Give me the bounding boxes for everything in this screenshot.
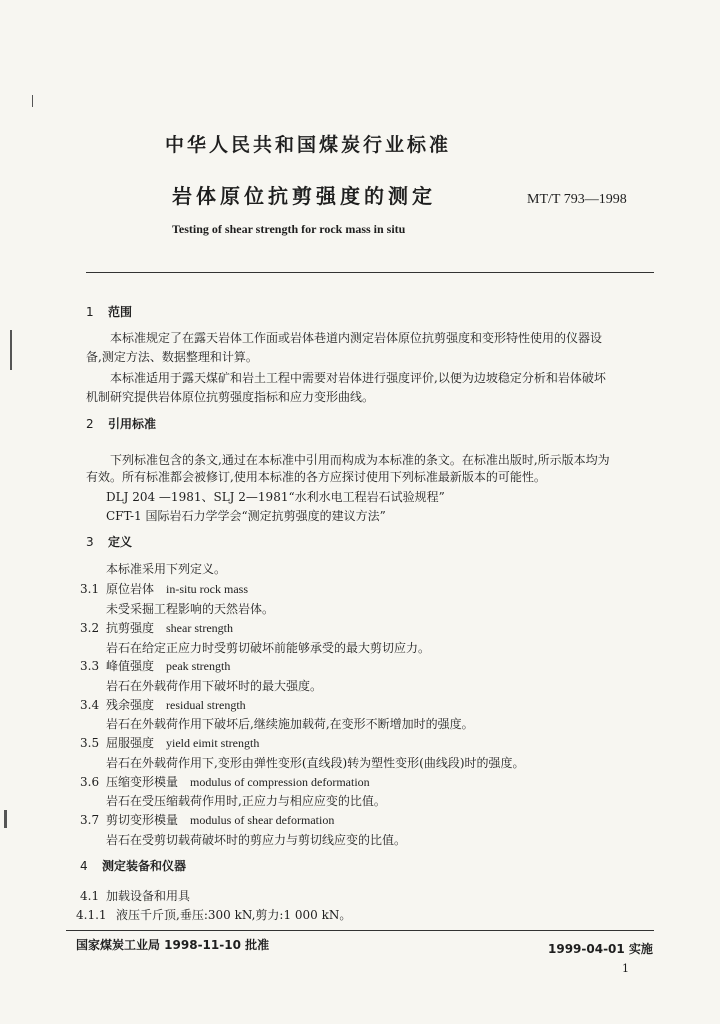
section-number: 3: [86, 535, 94, 549]
paragraph-line: 下列标准包含的条文,通过在本标准中引用而构成为本标准的条文。在标准出版时,所示版本均为: [110, 453, 610, 467]
approval-line: 国家煤炭工业局 1998-11-10 批准: [76, 938, 270, 952]
term-en: yield eimit strength: [166, 736, 260, 750]
subsection-entry: [76, 906, 351, 923]
term-number: 3.7: [80, 813, 100, 827]
subsection-text: 加载设备和用具: [106, 889, 191, 903]
term-en: modulus of shear deformation: [190, 813, 335, 827]
term-entry: [80, 811, 334, 828]
standard-code: MT/T 793—1998: [527, 192, 627, 207]
section-heading: [86, 415, 156, 432]
term-number: 3.1: [80, 582, 100, 596]
term-entry: [80, 580, 248, 597]
standard-title-cn: 岩体原位抗剪强度的测定: [172, 184, 436, 208]
term-cn: 残余强度: [106, 698, 155, 712]
subsection-text: 液压千斤顶,垂压:300 kN,剪力:1 000 kN。: [116, 908, 352, 922]
section-title: 测定装备和仪器: [102, 859, 187, 873]
scan-mark: [10, 330, 12, 370]
section-heading: [80, 857, 186, 874]
section-number: 2: [86, 417, 94, 431]
section-number: 4: [80, 859, 88, 873]
paragraph-line: 本标准采用下列定义。: [106, 562, 227, 576]
paragraph-line: 机制研究提供岩体原位抗剪强度指标和应力变形曲线。: [86, 390, 375, 404]
term-cn: 峰值强度: [106, 659, 155, 673]
issuing-body-header: 中华人民共和国煤炭行业标准: [165, 134, 452, 156]
scan-mark: [32, 95, 33, 107]
term-cn: 屈服强度: [106, 736, 155, 750]
section-heading: [86, 533, 132, 550]
term-number: 3.6: [80, 775, 100, 789]
term-en: shear strength: [166, 621, 233, 635]
term-en: in-situ rock mass: [166, 582, 249, 596]
page-number: 1: [622, 962, 629, 975]
term-entry: [80, 657, 230, 674]
term-number: 3.2: [80, 621, 100, 635]
term-definition: 岩石在受压缩载荷作用时,正应力与相应应变的比值。: [106, 794, 386, 808]
subsection-number: 4.1: [80, 889, 100, 903]
term-cn: 原位岩体: [106, 582, 155, 596]
subsection-number: 4.1.1: [76, 908, 107, 922]
subsection-entry: [80, 887, 190, 904]
term-en: residual strength: [166, 698, 246, 712]
term-definition: 岩石在给定正应力时受剪切破坏前能够承受的最大剪切应力。: [106, 641, 431, 655]
header-divider: [86, 272, 654, 273]
term-en: peak strength: [166, 659, 231, 673]
reference-item: CFT-1 国际岩石力学学会“测定抗剪强度的建议方法”: [106, 509, 386, 523]
section-title: 定义: [108, 535, 133, 549]
term-definition: 岩石在外载荷作用下破坏后,继续施加载荷,在变形不断增加时的强度。: [106, 717, 474, 731]
implementation-date: 1999-04-01 实施: [548, 942, 653, 956]
term-definition: 岩石在受剪切载荷破坏时的剪应力与剪切线应变的比值。: [106, 833, 407, 847]
section-number: 1: [86, 305, 94, 319]
term-definition: 岩石在外载荷作用下破坏时的最大强度。: [106, 679, 323, 693]
paragraph-line: 备,测定方法、数据整理和计算。: [86, 350, 258, 364]
reference-item: DLJ 204 —1981、SLJ 2—1981“水利水电工程岩石试验规程”: [106, 490, 445, 504]
term-entry: [80, 696, 246, 713]
paragraph-line: 本标准适用于露天煤矿和岩土工程中需要对岩体进行强度评价,以便为边坡稳定分析和岩体破坏: [110, 371, 606, 385]
standard-title-en: Testing of shear strength for rock mass in situ: [172, 222, 406, 236]
term-en: modulus of compression deformation: [190, 775, 370, 789]
term-cn: 压缩变形模量: [106, 775, 179, 789]
term-definition: 未受采掘工程影响的天然岩体。: [106, 602, 275, 616]
term-definition: 岩石在外载荷作用下,变形由弹性变形(直线段)转为塑性变形(曲线段)时的强度。: [106, 756, 525, 770]
term-number: 3.5: [80, 736, 100, 750]
paragraph-line: 本标准规定了在露天岩体工作面或岩体巷道内测定岩体原位抗剪强度和变形特性使用的仪器设: [110, 331, 603, 345]
term-entry: [80, 734, 259, 751]
footer-divider: [66, 930, 654, 931]
term-entry: [80, 773, 370, 790]
section-title: 范围: [108, 305, 133, 319]
term-cn: 剪切变形模量: [106, 813, 179, 827]
paragraph-line: 有效。所有标准都会被修订,使用本标准的各方应探讨使用下列标准最新版本的可能性。: [86, 470, 546, 484]
term-entry: [80, 619, 233, 636]
term-cn: 抗剪强度: [106, 621, 155, 635]
term-number: 3.3: [80, 659, 100, 673]
scan-mark: [4, 810, 7, 828]
section-title: 引用标准: [108, 417, 157, 431]
section-heading: [86, 303, 132, 320]
term-number: 3.4: [80, 698, 100, 712]
